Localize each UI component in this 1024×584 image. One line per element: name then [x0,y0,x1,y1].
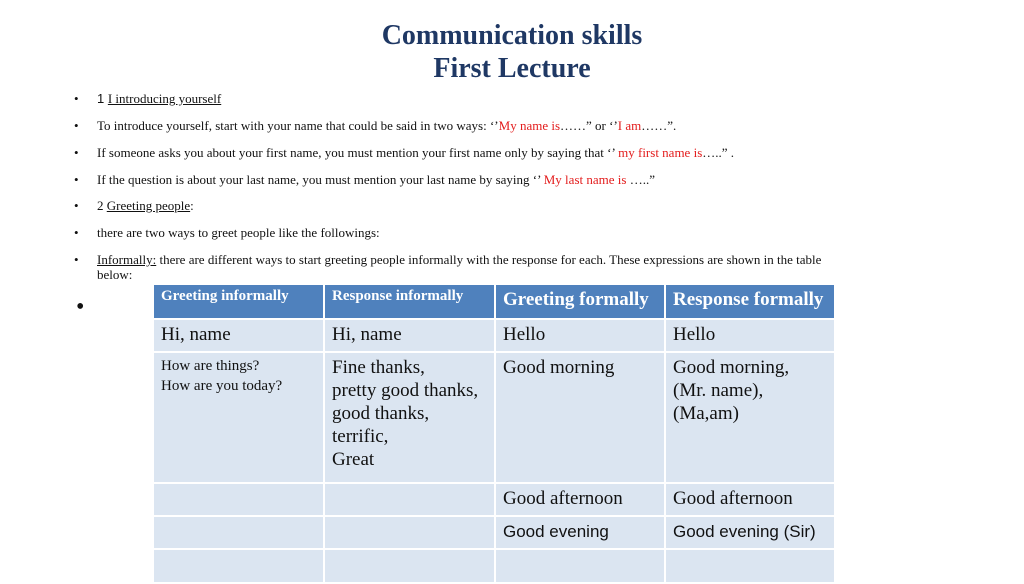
text: If someone asks you about your first name, you must mention your first name only by saying that ‘’ [97,145,619,160]
introducing-yourself-link[interactable]: I introducing yourself [107,91,222,106]
header-response-formally: Response formally [665,284,835,319]
table-row [153,549,835,583]
highlight-first-name: my first name is [618,145,703,160]
bullet-dot: • [74,91,79,106]
table-cell: Good afternoon [495,483,665,516]
text: If the question is about your last name, you must mention your last name by saying ‘’ [97,172,544,187]
table-row [153,352,835,483]
text: …..” . [702,145,735,160]
cell-line: How are you today? [161,378,283,394]
table-cell [495,352,665,483]
bullet-number: 1 [97,91,108,106]
greeting-people-link[interactable]: Greeting people [106,198,191,213]
table-cell [153,352,324,483]
bullet-dot: • [74,198,79,213]
slide-subtitle: First Lecture [433,53,591,84]
table-cell [665,549,835,583]
greetings-table [152,283,836,584]
cell-line: How are things? [161,358,260,374]
table-cell [324,483,495,516]
table-cell [324,549,495,583]
table-row [153,483,835,516]
cell-line: pretty good thanks, [332,380,479,401]
text: there are two ways to greet people like the followings: [97,225,380,240]
text: there are different ways to start greeting people informally with the response for each. These expressions are shown in the table [156,252,822,267]
cell-line: Good morning, [673,357,790,378]
table-cell [665,352,835,483]
table-cell [324,352,495,483]
table-cell [153,549,324,583]
table-row [153,319,835,352]
text: ……” or ‘’ [560,118,618,133]
bullet-dot: • [74,252,79,267]
bullet-dot: • [74,172,79,187]
table-cell [495,549,665,583]
table-row [153,516,835,549]
cell-line: (Ma,am) [673,403,739,424]
header-greeting-formally: Greeting formally [495,284,665,319]
informally-link[interactable]: Informally: [97,252,157,267]
table-cell [153,483,324,516]
slide-title: Communication skills [381,20,643,51]
cell-line: terrific, [332,426,389,447]
highlight-my-name-is: My name is [498,118,561,133]
table-cell: Hi, name [324,319,495,352]
text: To introduce yourself, start with your name that could be said in two ways: ‘’ [97,118,499,133]
highlight-last-name: My last name is [543,172,627,187]
cell-line: good thanks, [332,403,430,424]
bullet-dot: • [74,118,79,133]
empty-bullet-dot: • [76,294,85,320]
text: : [190,198,194,213]
header-response-informally: Response informally [324,284,495,319]
table-cell: Hello [665,319,835,352]
table-cell [153,516,324,549]
cell-line: Fine thanks, [332,357,425,378]
cell-line: Great [332,449,375,470]
text: ……”. [641,118,677,133]
table-cell [324,516,495,549]
table-header-row [153,284,835,319]
cell-line: Good morning [503,357,615,378]
text: below: [97,267,133,282]
bullet-dot: • [74,145,79,160]
bullet-dot: • [74,225,79,240]
cell-line: (Mr. name), [673,380,764,401]
highlight-i-am: I am [617,118,642,133]
text: …..” [626,172,655,187]
bullet-number: 2 [97,198,107,213]
table-cell: Good evening [495,516,665,549]
header-greeting-informally: Greeting informally [153,284,324,319]
table-cell: Hello [495,319,665,352]
table-cell: Good evening (Sir) [665,516,835,549]
table-cell: Hi, name [153,319,324,352]
table-cell: Good afternoon [665,483,835,516]
